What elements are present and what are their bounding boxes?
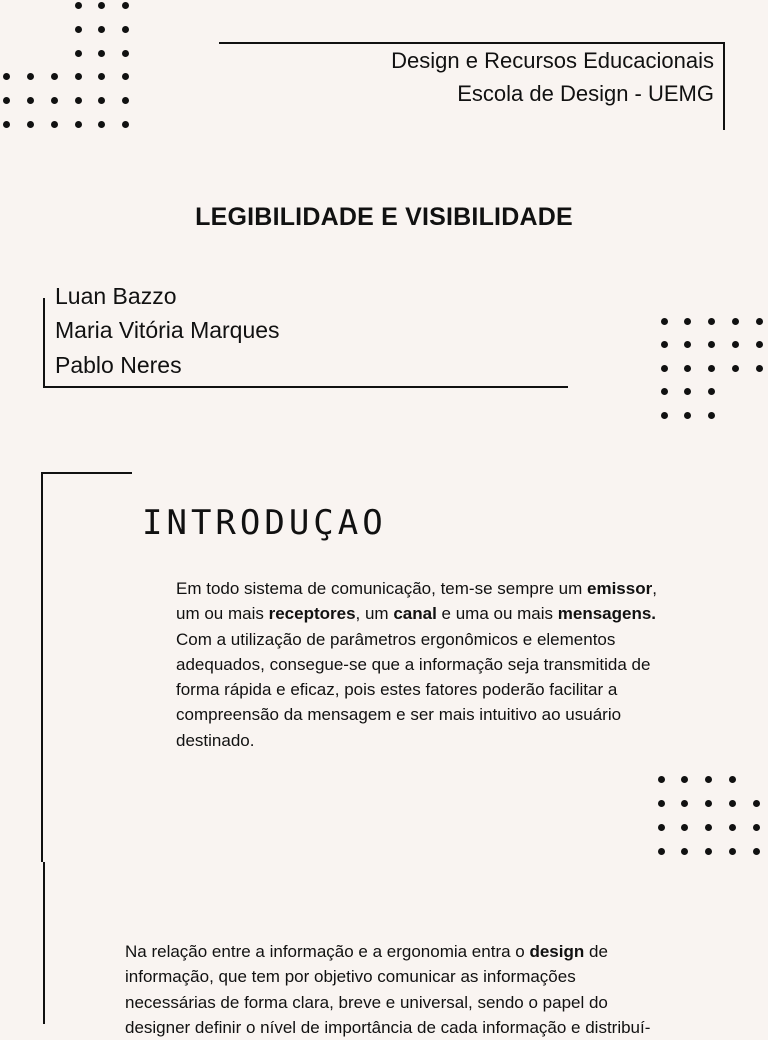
decorative-dot [3, 121, 10, 128]
decorative-dot [75, 50, 82, 57]
decorative-dot [75, 26, 82, 33]
decorative-dot [122, 97, 129, 104]
decorative-dot [681, 848, 688, 855]
decorative-dot [705, 848, 712, 855]
decorative-dot [658, 848, 665, 855]
decorative-dot [708, 365, 715, 372]
decorative-dot [3, 97, 10, 104]
decorative-dot [753, 824, 760, 831]
decorative-dot [705, 824, 712, 831]
decorative-dot [684, 341, 691, 348]
section-heading-introduction: INTRODUÇAO [142, 503, 387, 543]
decorative-dot [27, 97, 34, 104]
decorative-dot [708, 341, 715, 348]
decorative-dot [27, 73, 34, 80]
decorative-dot [756, 365, 763, 372]
decorative-dot [705, 800, 712, 807]
decorative-dot [661, 388, 668, 395]
decorative-dot [753, 848, 760, 855]
decorative-dot [51, 97, 58, 104]
decorative-dot [661, 341, 668, 348]
decorative-dot [708, 318, 715, 325]
decorative-dot [681, 800, 688, 807]
decorative-dot [658, 776, 665, 783]
decorative-dot [75, 121, 82, 128]
decorative-dot [729, 776, 736, 783]
decorative-dot [98, 26, 105, 33]
decorative-dot [732, 341, 739, 348]
decorative-dot [684, 365, 691, 372]
decorative-dot [122, 121, 129, 128]
decorative-dot [122, 2, 129, 9]
intro-paragraph: Em todo sistema de comunicação, tem-se sempre um emissor, um ou mais receptores, um canal e uma ou mais mensagens. Com a utilização de parâmetros ergonômicos e elementos adequados, consegue-se que a informação seja transmitida de forma rápida e eficaz, pois estes fatores poderão facilitar a compreensão da mensagem e ser mais intuitivo ao usuário destinado. [176, 579, 657, 750]
decorative-dot [658, 800, 665, 807]
decorative-dot [729, 848, 736, 855]
decorative-dot [732, 365, 739, 372]
section-top-rule [42, 472, 132, 474]
decorative-dot [98, 50, 105, 57]
author-name: Maria Vitória Marques [55, 317, 280, 343]
decorative-dot [3, 73, 10, 80]
decorative-dot [51, 121, 58, 128]
decorative-dot [705, 776, 712, 783]
decorative-dot [98, 97, 105, 104]
decorative-dot [75, 2, 82, 9]
decorative-dot [661, 318, 668, 325]
decorative-dot [98, 121, 105, 128]
decorative-dot [98, 2, 105, 9]
decorative-dot [122, 50, 129, 57]
decorative-dot [753, 800, 760, 807]
decorative-dot [27, 121, 34, 128]
decorative-dot [75, 73, 82, 80]
decorative-dot [658, 824, 665, 831]
decorative-dot [684, 318, 691, 325]
author-name: Luan Bazzo [55, 283, 177, 309]
decorative-dot [756, 318, 763, 325]
decorative-dot [732, 318, 739, 325]
decorative-dot [681, 776, 688, 783]
decorative-dot [729, 800, 736, 807]
decorative-dot [756, 341, 763, 348]
decorative-dot [51, 73, 58, 80]
decorative-dot [708, 412, 715, 419]
decorative-dot [122, 73, 129, 80]
decorative-dot [681, 824, 688, 831]
institution-school-line: Escola de Design - UEMG [457, 81, 714, 106]
section-left-rule [41, 472, 43, 862]
decorative-dot [729, 824, 736, 831]
design-paragraph: Na relação entre a informação e a ergonomia entra o design de informação, que tem por objetivo comunicar as informações necessárias de forma clara, breve e universal, sendo o papel do designer definir o nível de importância de cada informação e distribuí- [125, 942, 651, 1037]
document-title: LEGIBILIDADE E VISIBILIDADE [195, 203, 573, 231]
author-name: Pablo Neres [55, 352, 182, 378]
decorative-dot [684, 388, 691, 395]
institution-course-line: Design e Recursos Educacionais [391, 48, 714, 73]
decorative-dot [122, 26, 129, 33]
decorative-dot [98, 73, 105, 80]
section-left-rule-lower [43, 862, 45, 1024]
decorative-dot [708, 388, 715, 395]
decorative-dot [75, 97, 82, 104]
decorative-dot [661, 365, 668, 372]
decorative-dot [661, 412, 668, 419]
decorative-dot [684, 412, 691, 419]
